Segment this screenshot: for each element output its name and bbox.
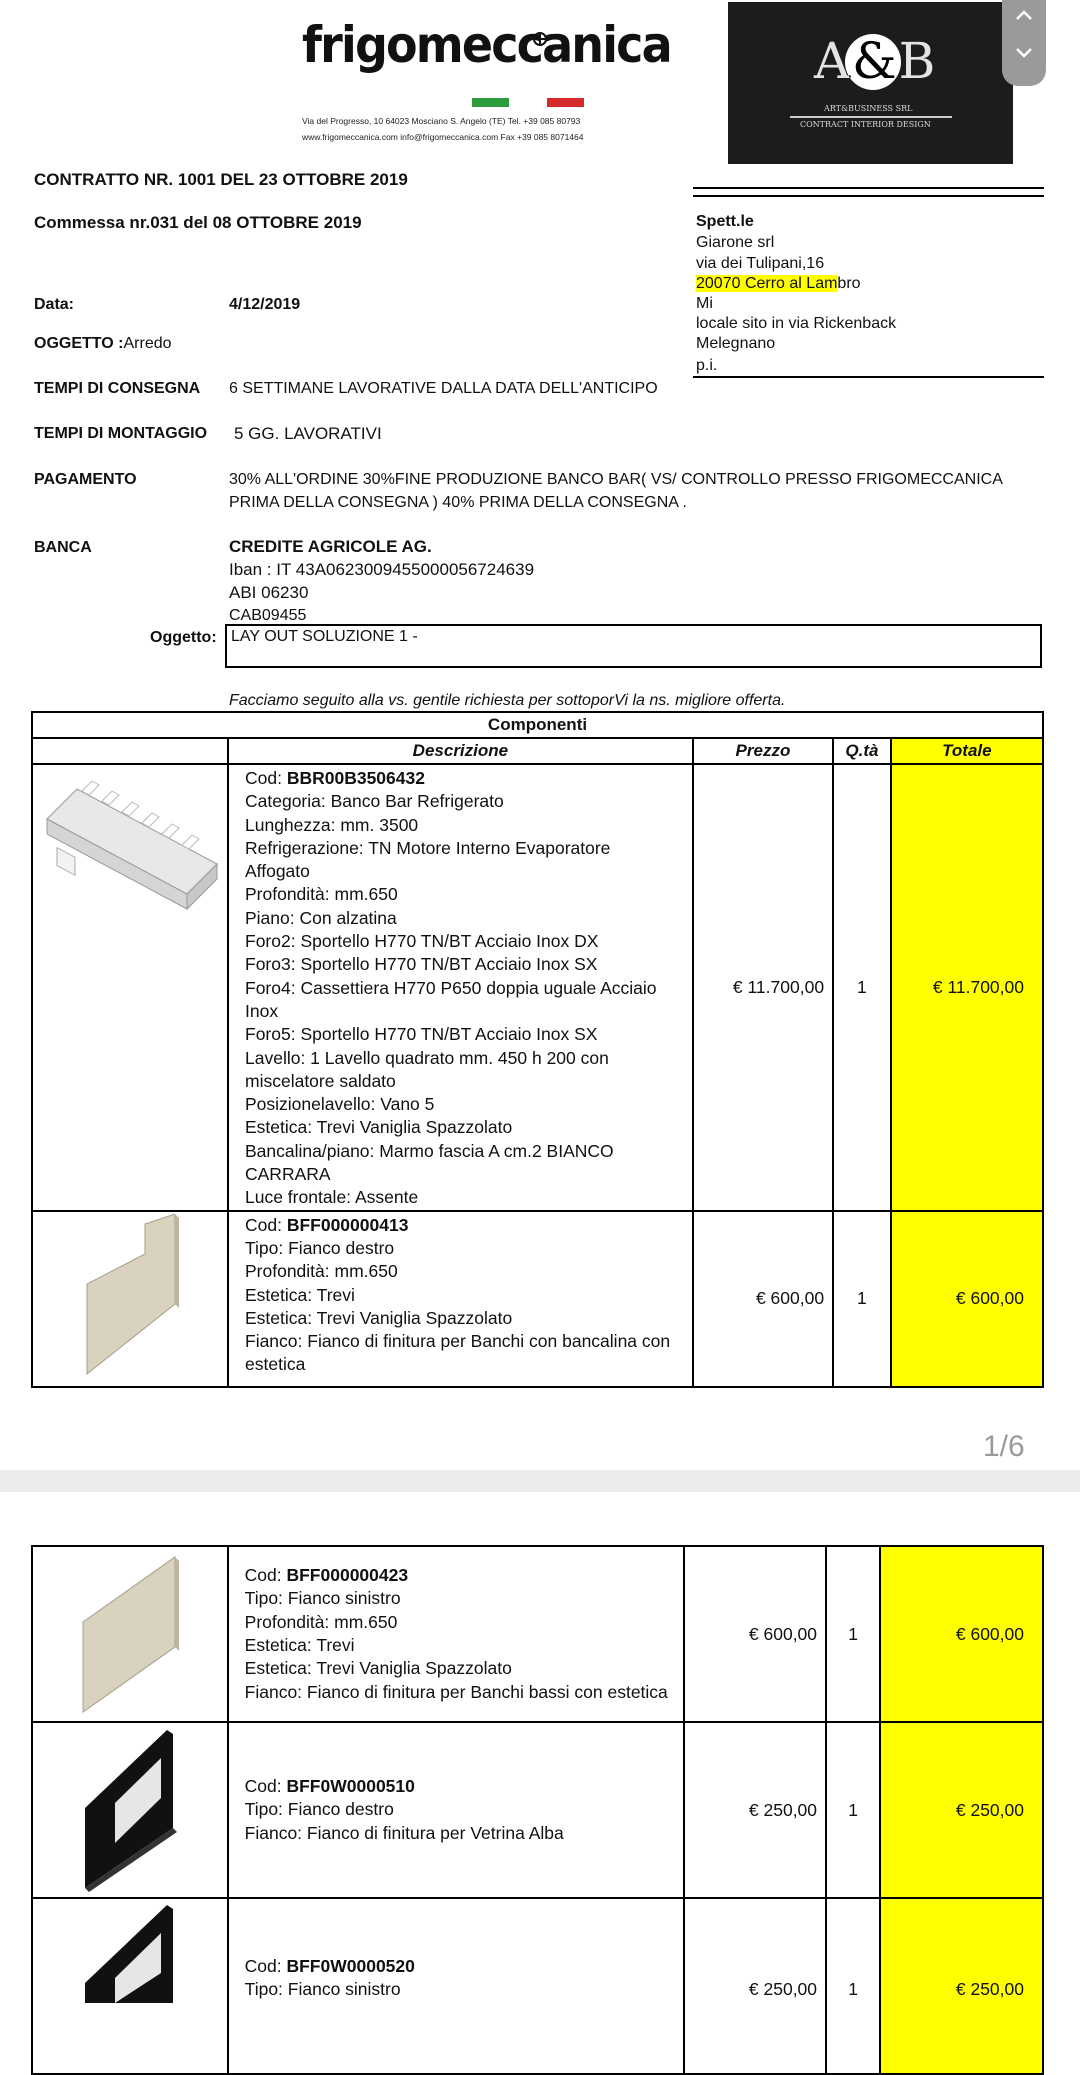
item-code-label: Cod: [244,1776,287,1797]
item-desc-line: Posizionelavello: Vano 5 [245,1094,435,1115]
item-code-line [245,1955,684,1978]
recipient-town: Melegnano [696,335,776,352]
item-qty: 1 [833,1211,891,1387]
cab: CAB09455 [229,607,307,624]
table-title: Componenti [32,712,1043,738]
item-image-cell [32,1898,228,2074]
item-desc-cell [228,1898,685,2074]
oggetto-label: OGGETTO : [34,335,124,352]
item-desc-cell [228,764,693,1211]
item-desc-line: miscelatore saldato [245,1070,396,1091]
item-desc-line: Profondità: mm.650 [245,1261,398,1282]
banco-bar-image [37,769,227,919]
pagamento-line2: PRIMA DELLA CONSEGNA ) 40% PRIMA DELLA CONSEGNA . [229,494,687,511]
consegna-label: TEMPI DI CONSEGNA [34,380,201,397]
item-desc-line: Inox [245,1000,279,1021]
logo-wordmark: frigomeccanica [302,16,671,74]
item-code: BFF0W0000520 [286,1956,415,1976]
ab-logo-rule [790,116,952,118]
ab-logo-sub2: CONTRACT INTERIOR DESIGN [800,120,931,129]
item-desc-lines [245,1798,684,1845]
item-desc-line: Affogato [245,861,310,882]
item-desc-line: Tipo: Fianco destro [245,1237,395,1258]
item-desc-line: Piano: Con alzatina [245,907,397,928]
recipient-locale: locale sito in via Rickenback [696,315,897,332]
fianco-vetrina-destro-image [35,1728,225,1893]
fianco-destro-image [35,1214,225,1384]
item-desc-line: Fianco: Fianco di finitura per Banchi bassi con estetica [244,1681,668,1702]
col-price-header: Prezzo [693,738,833,764]
item-total: € 600,00 [880,1546,1043,1722]
frigomeccanica-logo [298,8,671,143]
item-price: € 11.700,00 [693,764,833,1211]
item-desc-line: Foro3: Sportello H770 TN/BT Acciaio Inox SX [245,954,598,975]
item-desc-line: Luce frontale: Assente [245,1187,419,1208]
recipient-rule-bottom [693,376,1044,378]
table-row [32,1722,1043,1898]
montaggio-value: 5 GG. LAVORATIVI [234,424,382,443]
item-desc-line: Fianco: Fianco di finitura per Vetrina Alba [244,1822,564,1843]
oggetto-row [34,335,172,353]
item-desc-line: Estetica: Trevi Vaniglia Spazzolato [245,1307,513,1328]
oggetto2-box [225,624,1042,668]
recipient-city-highlight: 20070 Cerro al Lam [696,275,838,292]
item-code-label: Cod: [245,1214,287,1235]
item-desc-line: Estetica: Trevi [245,1284,355,1305]
item-code-line [245,1564,684,1587]
oggetto2-label: Oggetto: [150,629,217,646]
prev-page-button[interactable] [1002,0,1046,86]
table-row [32,1211,1043,1387]
ab-logo-sub1: ART&BUSINESS SRL [824,104,913,113]
logo-contacts: www.frigomeccanica.com info@frigomeccanica.com Fax +39 085 8071464 [302,132,584,142]
item-qty: 1 [833,764,891,1211]
item-price: € 250,00 [684,1722,826,1898]
col-desc-header: Descrizione [228,738,693,764]
chevron-up-icon[interactable] [1014,8,1034,22]
oggetto-value: Arredo [123,335,172,352]
item-desc-line: Tipo: Fianco destro [244,1799,394,1820]
recipient-province: Mi [696,295,713,312]
pagamento-line1: 30% ALL'ORDINE 30%FINE PRODUZIONE BANCO BAR( VS/ CONTROLLO PRESSO FRIGOMECCANICA [229,471,1003,488]
item-desc-line: Foro2: Sportello H770 TN/BT Acciaio Inox DX [245,931,599,952]
banca-label: BANCA [34,539,92,556]
col-image-header [32,738,228,764]
italian-flag-stripe [472,98,584,107]
logo-cross-icon [532,30,548,48]
item-desc-line: Estetica: Trevi Vaniglia Spazzolato [244,1658,512,1679]
item-desc-line: estetica [245,1354,306,1375]
ab-logo-text: A&B [814,32,938,90]
contract-title: CONTRATTO NR. 1001 DEL 23 OTTOBRE 2019 [34,170,408,189]
recipient-name: Giarone srl [696,234,775,251]
ab-logo-box [728,2,1013,164]
item-image-cell [32,1211,228,1387]
intro-text: Facciamo seguito alla vs. gentile richiesta per sottoporVi la ns. migliore offerta. [229,692,786,709]
item-code-label: Cod: [244,1956,287,1976]
item-price: € 600,00 [684,1546,826,1722]
data-value: 4/12/2019 [229,296,301,313]
iban: Iban : IT 43A0623009455000056724639 [229,560,535,579]
item-code: BFF000000423 [286,1565,409,1586]
item-qty: 1 [826,1546,880,1722]
item-desc-line: Categoria: Banco Bar Refrigerato [245,791,504,812]
item-desc-lines [245,1587,684,1703]
item-total: € 11.700,00 [891,764,1043,1211]
recipient-rule-top2 [693,195,1044,197]
item-desc-lines [245,1978,684,2001]
item-code-line [245,767,692,790]
components-table [31,711,1044,1388]
recipient-piva: p.i. [696,357,718,374]
commessa: Commessa nr.031 del 08 OTTOBRE 2019 [34,213,362,232]
montaggio-label: TEMPI DI MONTAGGIO [34,425,208,442]
item-desc-line: Tipo: Fianco sinistro [244,1979,401,2000]
components-table-page2 [31,1545,1044,2075]
item-desc-line: Foro4: Cassettiera H770 P650 doppia uguale Acciaio [245,977,657,998]
item-desc-cell [228,1211,693,1387]
item-desc-line: Refrigerazione: TN Motore Interno Evaporatore [245,837,611,858]
item-desc-cell [228,1722,685,1898]
col-total-header: Totale [891,738,1043,764]
recipient-rule-top1 [693,187,1044,189]
item-desc-cell [228,1546,685,1722]
data-label: Data: [34,296,75,313]
recipient-city [696,275,861,293]
fianco-vetrina-sinistro-image [35,1903,225,2003]
item-code-line [245,1775,684,1798]
col-qty-header: Q.tà [833,738,891,764]
item-price: € 600,00 [693,1211,833,1387]
item-desc-line: Tipo: Fianco sinistro [244,1588,401,1609]
table-row [32,764,1043,1211]
item-code-label: Cod: [244,1565,287,1586]
item-desc-line: Lavello: 1 Lavello quadrato mm. 450 h 200 con [245,1047,609,1068]
oggetto2-value: LAY OUT SOLUZIONE 1 - [231,628,418,645]
abi: ABI 06230 [229,583,309,602]
item-desc-line: Profondità: mm.650 [244,1611,398,1632]
item-desc-line: Fianco: Fianco di finitura per Banchi con bancalina con [245,1331,671,1352]
item-image-cell [32,1722,228,1898]
recipient-city-rest: bro [837,275,861,292]
item-desc-line: Estetica: Trevi [244,1635,355,1655]
item-total: € 600,00 [891,1211,1043,1387]
item-image-cell [32,1546,228,1722]
table-row [32,1546,1043,1722]
item-desc-line: Lunghezza: mm. 3500 [245,814,419,835]
item-total: € 250,00 [880,1898,1043,2074]
item-price: € 250,00 [684,1898,826,2074]
consegna-value: 6 SETTIMANE LAVORATIVE DALLA DATA DELL'ANTICIPO [229,380,658,397]
item-total: € 250,00 [880,1722,1043,1898]
item-desc-lines [245,1237,692,1377]
item-code: BFF0W0000510 [286,1776,415,1797]
table-row [32,1898,1043,2074]
item-code: BBR00B3506432 [286,768,425,788]
item-desc-lines [245,790,692,1209]
item-desc-line: Profondità: mm.650 [245,884,398,905]
banca-name: CREDITE AGRICOLE AG. [229,537,432,556]
item-code-label: Cod: [245,768,287,788]
item-desc-line: Estetica: Trevi Vaniglia Spazzolato [245,1117,513,1138]
item-desc-line: Foro5: Sportello H770 TN/BT Acciaio Inox SX [245,1024,598,1045]
pagamento-label: PAGAMENTO [34,471,137,488]
item-qty: 1 [826,1722,880,1898]
item-code-line [245,1214,692,1237]
recipient-street: via dei Tulipani,16 [696,255,825,272]
item-desc-line: Bancalina/piano: Marmo fascia A cm.2 BIANCO [245,1140,614,1161]
item-qty: 1 [826,1898,880,2074]
page-separator [0,1470,1080,1492]
page-indicator: 1/6 [983,1430,1025,1463]
item-desc-line: CARRARA [245,1164,331,1185]
item-code: BFF000000413 [286,1214,409,1235]
fianco-sinistro-image [35,1552,225,1717]
logo-address: Via del Progresso, 10 64023 Mosciano S. Angelo (TE) Tel. +39 085 80793 [302,116,581,126]
chevron-down-icon[interactable] [1014,46,1034,60]
recipient-heading: Spett.le [696,213,754,230]
item-image-cell [32,764,228,1211]
